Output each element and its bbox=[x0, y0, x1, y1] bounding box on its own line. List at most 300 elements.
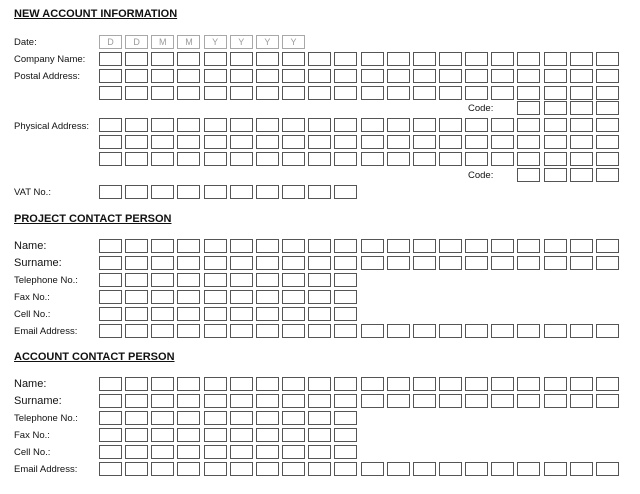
char-box[interactable] bbox=[334, 118, 357, 132]
char-box[interactable] bbox=[125, 86, 148, 100]
char-box[interactable] bbox=[177, 428, 200, 442]
char-box[interactable] bbox=[204, 185, 227, 199]
date-char-box[interactable]: D bbox=[125, 35, 148, 49]
char-box[interactable] bbox=[387, 462, 410, 476]
char-box[interactable] bbox=[596, 101, 619, 115]
char-box[interactable] bbox=[491, 256, 514, 270]
char-box[interactable] bbox=[570, 462, 593, 476]
char-box[interactable] bbox=[544, 462, 567, 476]
date-char-box[interactable]: D bbox=[99, 35, 122, 49]
char-box[interactable] bbox=[334, 69, 357, 83]
char-box[interactable] bbox=[99, 256, 122, 270]
char-box[interactable] bbox=[230, 69, 253, 83]
char-box[interactable] bbox=[517, 462, 540, 476]
char-box[interactable] bbox=[256, 135, 279, 149]
char-box[interactable] bbox=[361, 394, 384, 408]
char-box[interactable] bbox=[125, 307, 148, 321]
char-box[interactable] bbox=[256, 411, 279, 425]
char-box[interactable] bbox=[544, 256, 567, 270]
char-box[interactable] bbox=[177, 69, 200, 83]
char-box[interactable] bbox=[517, 377, 540, 391]
char-box[interactable] bbox=[334, 428, 357, 442]
char-box[interactable] bbox=[256, 256, 279, 270]
char-box[interactable] bbox=[570, 86, 593, 100]
char-box[interactable] bbox=[230, 445, 253, 459]
char-box[interactable] bbox=[204, 239, 227, 253]
char-box[interactable] bbox=[99, 411, 122, 425]
char-box[interactable] bbox=[125, 428, 148, 442]
char-box[interactable] bbox=[413, 152, 436, 166]
char-box[interactable] bbox=[125, 273, 148, 287]
char-box[interactable] bbox=[334, 307, 357, 321]
char-box[interactable] bbox=[361, 69, 384, 83]
char-box[interactable] bbox=[517, 256, 540, 270]
char-box[interactable] bbox=[125, 324, 148, 338]
char-box[interactable] bbox=[230, 411, 253, 425]
char-box[interactable] bbox=[334, 411, 357, 425]
char-box[interactable] bbox=[596, 462, 619, 476]
char-box[interactable] bbox=[125, 69, 148, 83]
char-box[interactable] bbox=[99, 307, 122, 321]
char-box[interactable] bbox=[491, 377, 514, 391]
char-box[interactable] bbox=[308, 411, 331, 425]
char-box[interactable] bbox=[517, 69, 540, 83]
char-box[interactable] bbox=[230, 52, 253, 66]
char-box[interactable] bbox=[361, 239, 384, 253]
char-box[interactable] bbox=[361, 135, 384, 149]
char-box[interactable] bbox=[596, 256, 619, 270]
char-box[interactable] bbox=[177, 394, 200, 408]
char-box[interactable] bbox=[413, 462, 436, 476]
char-box[interactable] bbox=[491, 135, 514, 149]
char-box[interactable] bbox=[570, 256, 593, 270]
char-box[interactable] bbox=[256, 239, 279, 253]
char-box[interactable] bbox=[308, 256, 331, 270]
char-box[interactable] bbox=[439, 135, 462, 149]
char-box[interactable] bbox=[361, 256, 384, 270]
char-box[interactable] bbox=[230, 152, 253, 166]
char-box[interactable] bbox=[465, 135, 488, 149]
char-box[interactable] bbox=[387, 256, 410, 270]
char-box[interactable] bbox=[204, 394, 227, 408]
char-box[interactable] bbox=[413, 239, 436, 253]
char-box[interactable] bbox=[125, 462, 148, 476]
char-box[interactable] bbox=[151, 290, 174, 304]
char-box[interactable] bbox=[387, 52, 410, 66]
char-box[interactable] bbox=[177, 86, 200, 100]
char-box[interactable] bbox=[361, 324, 384, 338]
char-box[interactable] bbox=[596, 377, 619, 391]
char-box[interactable] bbox=[517, 135, 540, 149]
char-box[interactable] bbox=[465, 256, 488, 270]
char-box[interactable] bbox=[596, 52, 619, 66]
char-box[interactable] bbox=[99, 428, 122, 442]
char-box[interactable] bbox=[491, 239, 514, 253]
char-box[interactable] bbox=[334, 324, 357, 338]
char-box[interactable] bbox=[413, 377, 436, 391]
char-box[interactable] bbox=[570, 394, 593, 408]
char-box[interactable] bbox=[204, 86, 227, 100]
char-box[interactable] bbox=[387, 152, 410, 166]
char-box[interactable] bbox=[439, 324, 462, 338]
char-box[interactable] bbox=[151, 86, 174, 100]
char-box[interactable] bbox=[517, 118, 540, 132]
char-box[interactable] bbox=[125, 256, 148, 270]
char-box[interactable] bbox=[99, 462, 122, 476]
char-box[interactable] bbox=[204, 69, 227, 83]
char-box[interactable] bbox=[177, 307, 200, 321]
char-box[interactable] bbox=[334, 256, 357, 270]
char-box[interactable] bbox=[99, 152, 122, 166]
char-box[interactable] bbox=[491, 52, 514, 66]
char-box[interactable] bbox=[334, 239, 357, 253]
char-box[interactable] bbox=[439, 52, 462, 66]
char-box[interactable] bbox=[544, 52, 567, 66]
char-box[interactable] bbox=[151, 462, 174, 476]
char-box[interactable] bbox=[230, 185, 253, 199]
char-box[interactable] bbox=[308, 377, 331, 391]
date-char-box[interactable]: Y bbox=[256, 35, 279, 49]
char-box[interactable] bbox=[230, 86, 253, 100]
char-box[interactable] bbox=[151, 324, 174, 338]
char-box[interactable] bbox=[177, 118, 200, 132]
char-box[interactable] bbox=[282, 324, 305, 338]
char-box[interactable] bbox=[125, 152, 148, 166]
char-box[interactable] bbox=[570, 324, 593, 338]
char-box[interactable] bbox=[570, 168, 593, 182]
char-box[interactable] bbox=[491, 152, 514, 166]
char-box[interactable] bbox=[125, 118, 148, 132]
char-box[interactable] bbox=[230, 290, 253, 304]
char-box[interactable] bbox=[308, 152, 331, 166]
char-box[interactable] bbox=[282, 152, 305, 166]
char-box[interactable] bbox=[282, 135, 305, 149]
char-box[interactable] bbox=[256, 462, 279, 476]
char-box[interactable] bbox=[177, 256, 200, 270]
char-box[interactable] bbox=[125, 290, 148, 304]
char-box[interactable] bbox=[465, 394, 488, 408]
char-box[interactable] bbox=[439, 86, 462, 100]
char-box[interactable] bbox=[570, 52, 593, 66]
char-box[interactable] bbox=[465, 86, 488, 100]
char-box[interactable] bbox=[282, 273, 305, 287]
char-box[interactable] bbox=[256, 394, 279, 408]
char-box[interactable] bbox=[204, 273, 227, 287]
char-box[interactable] bbox=[387, 135, 410, 149]
char-box[interactable] bbox=[99, 324, 122, 338]
char-box[interactable] bbox=[151, 135, 174, 149]
char-box[interactable] bbox=[256, 445, 279, 459]
char-box[interactable] bbox=[204, 152, 227, 166]
char-box[interactable] bbox=[596, 118, 619, 132]
char-box[interactable] bbox=[204, 428, 227, 442]
char-box[interactable] bbox=[308, 445, 331, 459]
char-box[interactable] bbox=[465, 118, 488, 132]
char-box[interactable] bbox=[517, 101, 540, 115]
char-box[interactable] bbox=[491, 462, 514, 476]
char-box[interactable] bbox=[491, 69, 514, 83]
char-box[interactable] bbox=[282, 445, 305, 459]
char-box[interactable] bbox=[361, 52, 384, 66]
char-box[interactable] bbox=[230, 307, 253, 321]
char-box[interactable] bbox=[387, 69, 410, 83]
char-box[interactable] bbox=[99, 135, 122, 149]
char-box[interactable] bbox=[230, 239, 253, 253]
char-box[interactable] bbox=[125, 239, 148, 253]
char-box[interactable] bbox=[151, 52, 174, 66]
char-box[interactable] bbox=[387, 377, 410, 391]
char-box[interactable] bbox=[282, 86, 305, 100]
char-box[interactable] bbox=[282, 394, 305, 408]
char-box[interactable] bbox=[413, 394, 436, 408]
char-box[interactable] bbox=[151, 428, 174, 442]
char-box[interactable] bbox=[256, 307, 279, 321]
char-box[interactable] bbox=[282, 118, 305, 132]
char-box[interactable] bbox=[570, 101, 593, 115]
char-box[interactable] bbox=[151, 445, 174, 459]
char-box[interactable] bbox=[282, 307, 305, 321]
char-box[interactable] bbox=[570, 69, 593, 83]
char-box[interactable] bbox=[596, 394, 619, 408]
char-box[interactable] bbox=[151, 394, 174, 408]
char-box[interactable] bbox=[334, 152, 357, 166]
date-char-box[interactable]: Y bbox=[204, 35, 227, 49]
char-box[interactable] bbox=[99, 52, 122, 66]
char-box[interactable] bbox=[570, 135, 593, 149]
char-box[interactable] bbox=[151, 307, 174, 321]
char-box[interactable] bbox=[361, 462, 384, 476]
date-char-box[interactable]: M bbox=[151, 35, 174, 49]
char-box[interactable] bbox=[125, 377, 148, 391]
char-box[interactable] bbox=[413, 256, 436, 270]
char-box[interactable] bbox=[125, 185, 148, 199]
char-box[interactable] bbox=[413, 324, 436, 338]
char-box[interactable] bbox=[413, 86, 436, 100]
char-box[interactable] bbox=[99, 273, 122, 287]
char-box[interactable] bbox=[99, 239, 122, 253]
char-box[interactable] bbox=[334, 462, 357, 476]
char-box[interactable] bbox=[230, 394, 253, 408]
char-box[interactable] bbox=[99, 86, 122, 100]
char-box[interactable] bbox=[308, 324, 331, 338]
char-box[interactable] bbox=[99, 118, 122, 132]
char-box[interactable] bbox=[125, 135, 148, 149]
char-box[interactable] bbox=[491, 86, 514, 100]
char-box[interactable] bbox=[334, 273, 357, 287]
char-box[interactable] bbox=[177, 185, 200, 199]
char-box[interactable] bbox=[125, 445, 148, 459]
char-box[interactable] bbox=[308, 118, 331, 132]
char-box[interactable] bbox=[151, 411, 174, 425]
date-char-box[interactable]: Y bbox=[282, 35, 305, 49]
char-box[interactable] bbox=[596, 168, 619, 182]
char-box[interactable] bbox=[282, 69, 305, 83]
char-box[interactable] bbox=[230, 135, 253, 149]
char-box[interactable] bbox=[151, 273, 174, 287]
char-box[interactable] bbox=[361, 118, 384, 132]
char-box[interactable] bbox=[177, 152, 200, 166]
char-box[interactable] bbox=[308, 462, 331, 476]
char-box[interactable] bbox=[99, 185, 122, 199]
char-box[interactable] bbox=[361, 152, 384, 166]
date-char-box[interactable]: M bbox=[177, 35, 200, 49]
char-box[interactable] bbox=[413, 118, 436, 132]
char-box[interactable] bbox=[204, 411, 227, 425]
char-box[interactable] bbox=[99, 69, 122, 83]
char-box[interactable] bbox=[596, 239, 619, 253]
char-box[interactable] bbox=[439, 69, 462, 83]
char-box[interactable] bbox=[99, 445, 122, 459]
char-box[interactable] bbox=[151, 377, 174, 391]
char-box[interactable] bbox=[230, 324, 253, 338]
char-box[interactable] bbox=[230, 273, 253, 287]
char-box[interactable] bbox=[177, 411, 200, 425]
char-box[interactable] bbox=[256, 324, 279, 338]
date-char-box[interactable]: Y bbox=[230, 35, 253, 49]
char-box[interactable] bbox=[544, 69, 567, 83]
char-box[interactable] bbox=[361, 377, 384, 391]
char-box[interactable] bbox=[544, 86, 567, 100]
char-box[interactable] bbox=[517, 152, 540, 166]
char-box[interactable] bbox=[177, 135, 200, 149]
char-box[interactable] bbox=[308, 86, 331, 100]
char-box[interactable] bbox=[151, 256, 174, 270]
char-box[interactable] bbox=[204, 445, 227, 459]
char-box[interactable] bbox=[151, 239, 174, 253]
char-box[interactable] bbox=[334, 394, 357, 408]
char-box[interactable] bbox=[308, 273, 331, 287]
char-box[interactable] bbox=[230, 256, 253, 270]
char-box[interactable] bbox=[256, 428, 279, 442]
char-box[interactable] bbox=[308, 307, 331, 321]
char-box[interactable] bbox=[308, 239, 331, 253]
char-box[interactable] bbox=[125, 411, 148, 425]
char-box[interactable] bbox=[544, 324, 567, 338]
char-box[interactable] bbox=[387, 86, 410, 100]
char-box[interactable] bbox=[256, 52, 279, 66]
char-box[interactable] bbox=[596, 86, 619, 100]
char-box[interactable] bbox=[282, 239, 305, 253]
char-box[interactable] bbox=[308, 185, 331, 199]
char-box[interactable] bbox=[204, 118, 227, 132]
char-box[interactable] bbox=[204, 135, 227, 149]
char-box[interactable] bbox=[439, 394, 462, 408]
char-box[interactable] bbox=[308, 52, 331, 66]
char-box[interactable] bbox=[517, 86, 540, 100]
char-box[interactable] bbox=[204, 462, 227, 476]
char-box[interactable] bbox=[465, 52, 488, 66]
char-box[interactable] bbox=[570, 152, 593, 166]
char-box[interactable] bbox=[387, 324, 410, 338]
char-box[interactable] bbox=[204, 324, 227, 338]
char-box[interactable] bbox=[544, 239, 567, 253]
char-box[interactable] bbox=[256, 290, 279, 304]
char-box[interactable] bbox=[125, 394, 148, 408]
char-box[interactable] bbox=[465, 377, 488, 391]
char-box[interactable] bbox=[230, 377, 253, 391]
char-box[interactable] bbox=[334, 52, 357, 66]
char-box[interactable] bbox=[151, 69, 174, 83]
char-box[interactable] bbox=[544, 394, 567, 408]
char-box[interactable] bbox=[544, 135, 567, 149]
char-box[interactable] bbox=[387, 118, 410, 132]
char-box[interactable] bbox=[204, 290, 227, 304]
char-box[interactable] bbox=[282, 256, 305, 270]
char-box[interactable] bbox=[308, 69, 331, 83]
char-box[interactable] bbox=[439, 377, 462, 391]
char-box[interactable] bbox=[517, 239, 540, 253]
char-box[interactable] bbox=[256, 69, 279, 83]
char-box[interactable] bbox=[491, 324, 514, 338]
char-box[interactable] bbox=[308, 290, 331, 304]
char-box[interactable] bbox=[256, 273, 279, 287]
char-box[interactable] bbox=[544, 118, 567, 132]
char-box[interactable] bbox=[570, 118, 593, 132]
char-box[interactable] bbox=[439, 256, 462, 270]
char-box[interactable] bbox=[177, 239, 200, 253]
char-box[interactable] bbox=[256, 377, 279, 391]
char-box[interactable] bbox=[517, 168, 540, 182]
char-box[interactable] bbox=[177, 52, 200, 66]
char-box[interactable] bbox=[282, 290, 305, 304]
char-box[interactable] bbox=[204, 52, 227, 66]
char-box[interactable] bbox=[544, 152, 567, 166]
char-box[interactable] bbox=[177, 324, 200, 338]
char-box[interactable] bbox=[177, 377, 200, 391]
char-box[interactable] bbox=[413, 135, 436, 149]
char-box[interactable] bbox=[544, 101, 567, 115]
char-box[interactable] bbox=[177, 273, 200, 287]
char-box[interactable] bbox=[230, 428, 253, 442]
char-box[interactable] bbox=[177, 445, 200, 459]
char-box[interactable] bbox=[465, 462, 488, 476]
char-box[interactable] bbox=[544, 168, 567, 182]
char-box[interactable] bbox=[99, 290, 122, 304]
char-box[interactable] bbox=[282, 428, 305, 442]
char-box[interactable] bbox=[334, 185, 357, 199]
char-box[interactable] bbox=[439, 152, 462, 166]
char-box[interactable] bbox=[282, 185, 305, 199]
char-box[interactable] bbox=[491, 394, 514, 408]
char-box[interactable] bbox=[256, 86, 279, 100]
char-box[interactable] bbox=[334, 377, 357, 391]
char-box[interactable] bbox=[413, 52, 436, 66]
char-box[interactable] bbox=[387, 239, 410, 253]
char-box[interactable] bbox=[334, 290, 357, 304]
char-box[interactable] bbox=[413, 69, 436, 83]
char-box[interactable] bbox=[151, 118, 174, 132]
char-box[interactable] bbox=[151, 152, 174, 166]
char-box[interactable] bbox=[465, 152, 488, 166]
char-box[interactable] bbox=[256, 185, 279, 199]
char-box[interactable] bbox=[596, 69, 619, 83]
char-box[interactable] bbox=[177, 462, 200, 476]
char-box[interactable] bbox=[308, 428, 331, 442]
char-box[interactable] bbox=[204, 307, 227, 321]
char-box[interactable] bbox=[204, 377, 227, 391]
char-box[interactable] bbox=[256, 118, 279, 132]
char-box[interactable] bbox=[439, 118, 462, 132]
char-box[interactable] bbox=[491, 118, 514, 132]
char-box[interactable] bbox=[99, 377, 122, 391]
char-box[interactable] bbox=[387, 394, 410, 408]
char-box[interactable] bbox=[517, 394, 540, 408]
char-box[interactable] bbox=[570, 377, 593, 391]
char-box[interactable] bbox=[465, 324, 488, 338]
char-box[interactable] bbox=[361, 86, 384, 100]
char-box[interactable] bbox=[334, 86, 357, 100]
char-box[interactable] bbox=[230, 118, 253, 132]
